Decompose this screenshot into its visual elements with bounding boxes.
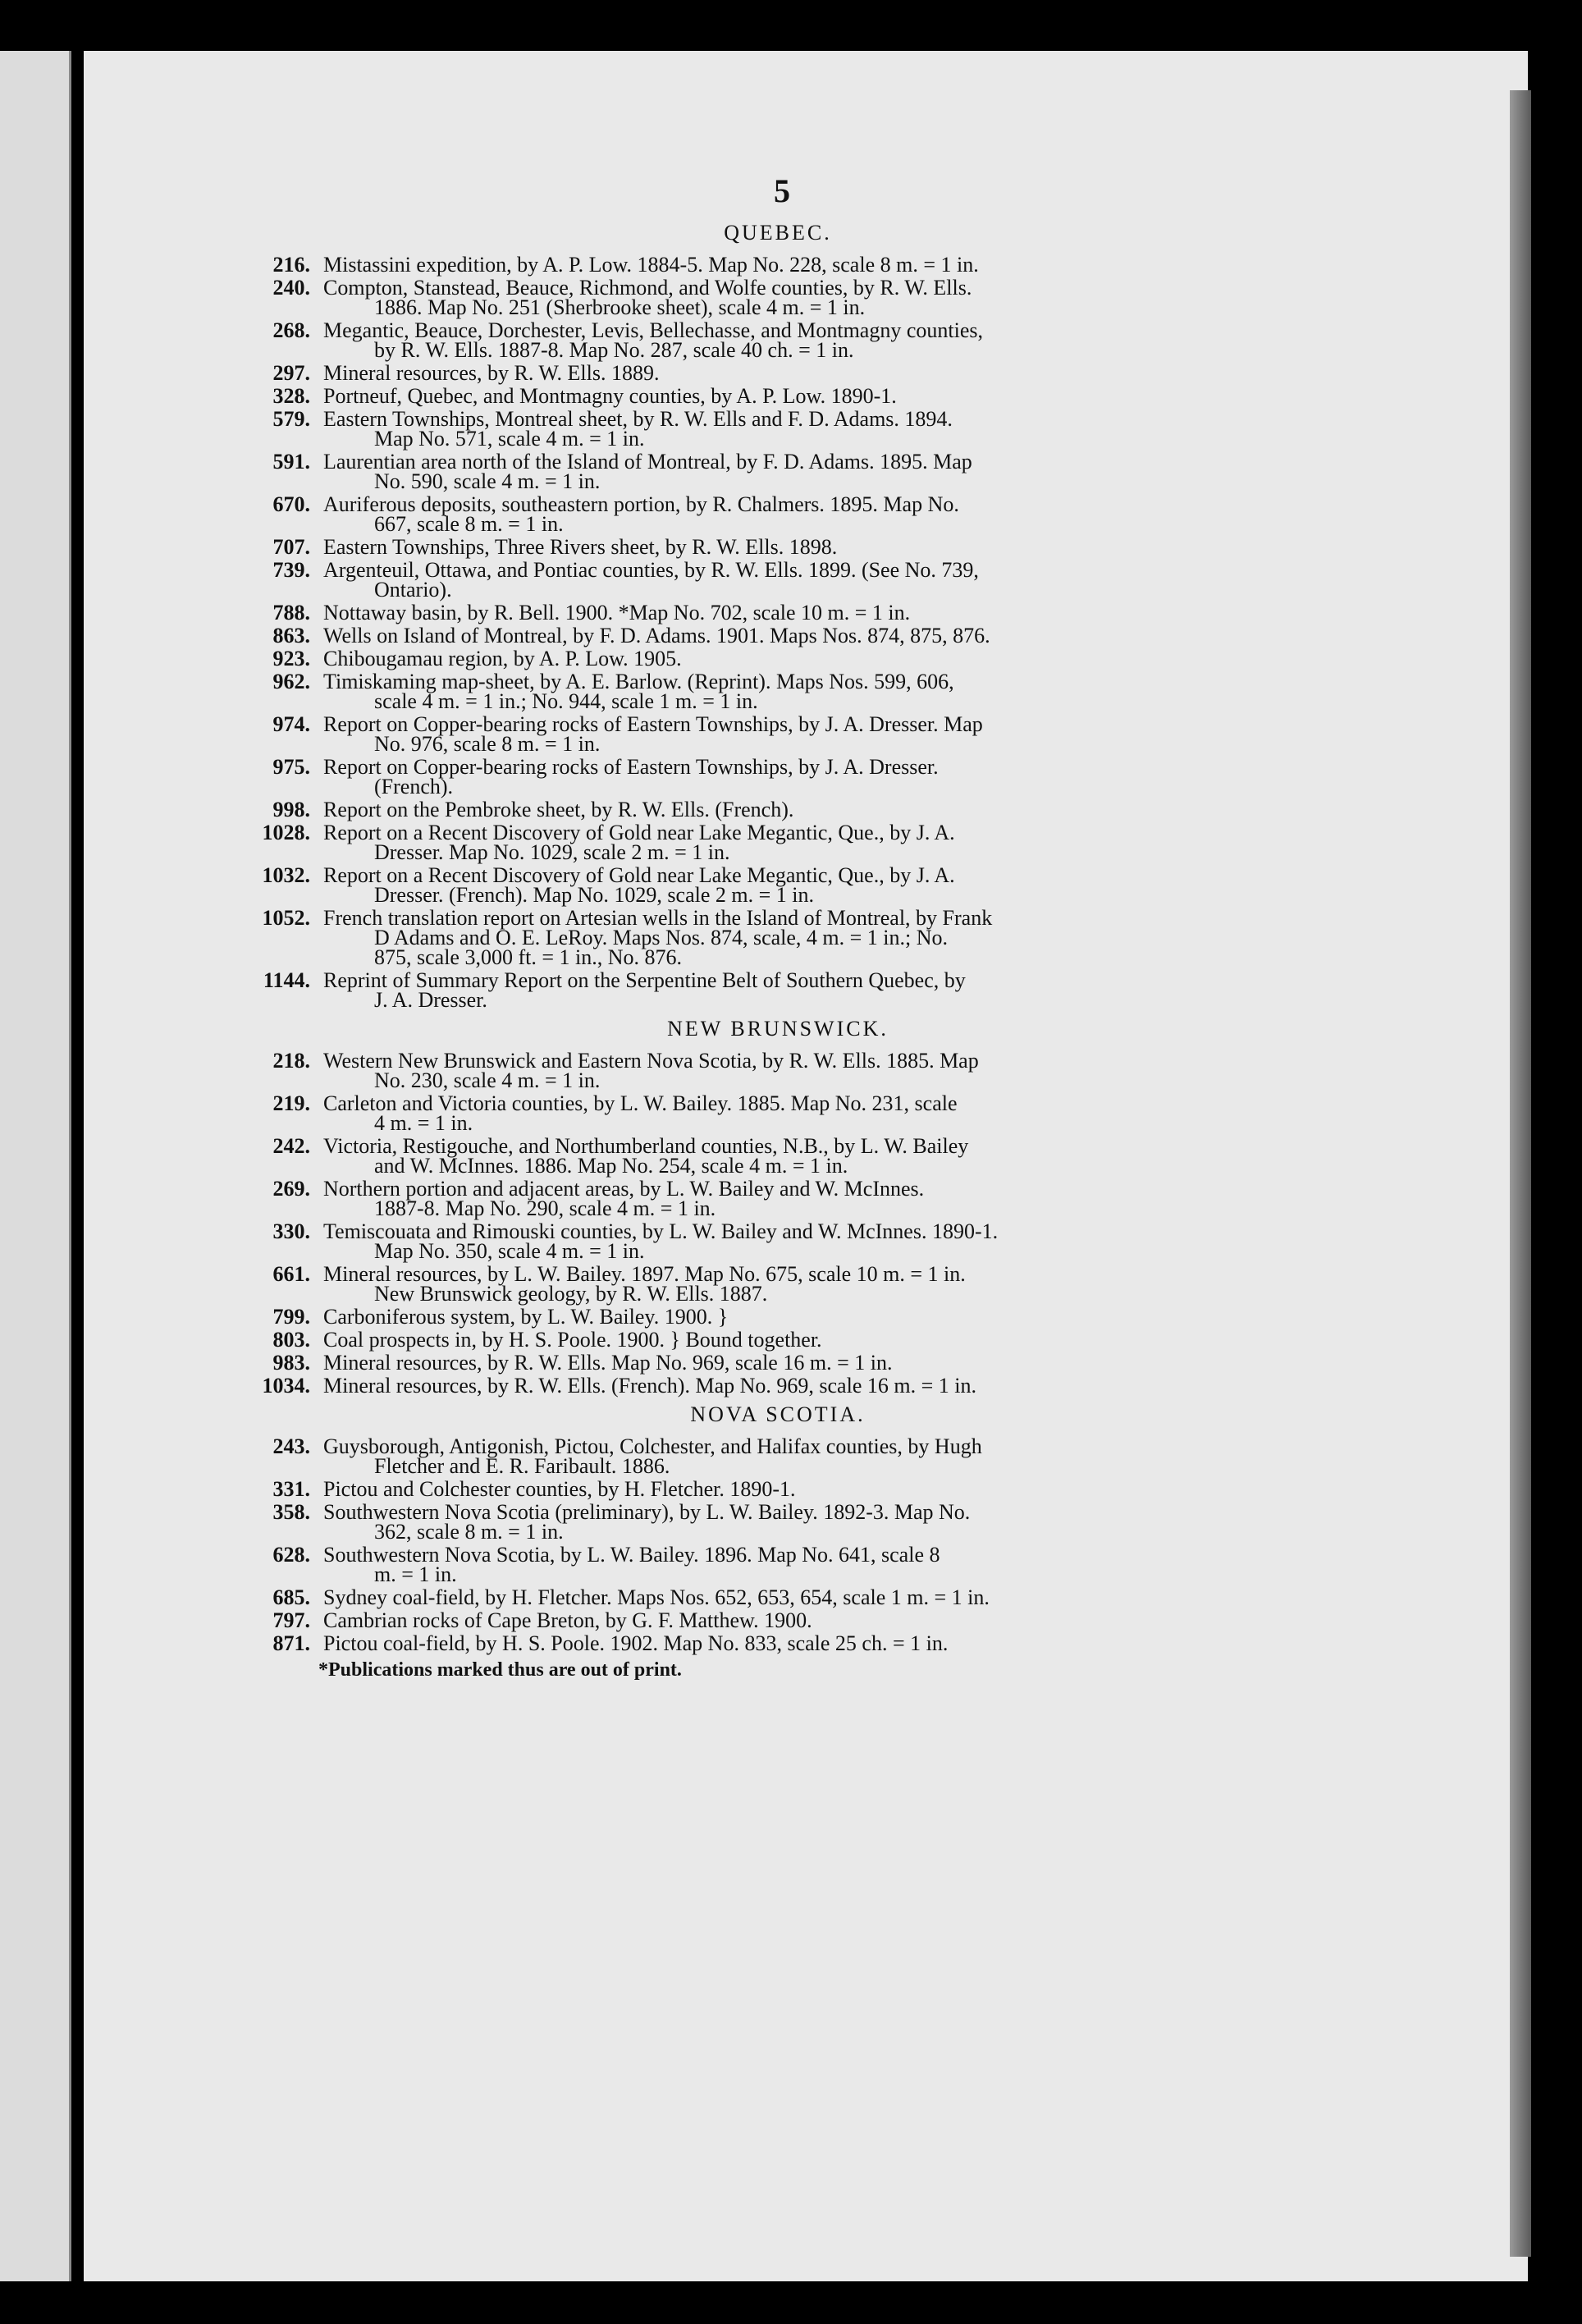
publication-entry [228, 1608, 1213, 1632]
publication-number: 591. [272, 450, 310, 473]
publication-description [323, 800, 1213, 820]
page-number: 5 [774, 172, 790, 209]
description-line: scale 4 m. = 1 in.; No. 944, scale 1 m. = 1 in. [374, 689, 758, 713]
description-line: Temiscouata and Rimouski counties, by L. W. Bailey and W. McInnes. 1890-1. [323, 1219, 999, 1243]
description-line: Southwestern Nova Scotia (preliminary), by L. W. Bailey. 1892-3. Map No. [323, 1500, 971, 1524]
description-line: Wells on Island of Montreal, by F. D. Adams. 1901. Maps Nos. 874, 875, 876. [323, 624, 990, 647]
publication-number: 707. [272, 535, 310, 559]
section-title: NEW BRUNSWICK. [667, 1017, 889, 1041]
publication-description [323, 452, 1213, 492]
description-line: Map No. 571, scale 4 m. = 1 in. [374, 427, 645, 451]
publication-entry [228, 1307, 1213, 1327]
publication-entry [228, 1477, 1213, 1501]
publication-description [323, 1307, 1213, 1327]
publication-description [323, 863, 1213, 907]
publication-description [323, 968, 1213, 1012]
description-line: Cambrian rocks of Cape Breton, by G. F. Matthew. 1900. [323, 1608, 812, 1632]
publication-number: 330. [272, 1219, 310, 1243]
publication-entry [228, 908, 1213, 968]
publication-entry [228, 672, 1213, 711]
description-line: Report on Copper-bearing rocks of Eastern Townships, by J. A. Dresser. [323, 755, 939, 779]
publication-number: 219. [272, 1091, 310, 1115]
description-line: 1887-8. Map No. 290, scale 4 m. = 1 in. [374, 1196, 716, 1220]
publication-description [323, 409, 1213, 449]
description-line: Mistassini expedition, by A. P. Low. 1884-5. Map No. 228, scale 8 m. = 1 in. [323, 253, 979, 277]
publication-entry [228, 1631, 1213, 1655]
publication-description [323, 649, 1213, 669]
footnote: *Publications marked thus are out of print. [318, 1659, 682, 1681]
publication-entry [228, 863, 1213, 907]
description-line: Map No. 350, scale 4 m. = 1 in. [374, 1239, 645, 1263]
publication-description [323, 1051, 1213, 1091]
description-line: Northern portion and adjacent areas, by L. W. Bailey and W. McInnes. [323, 1177, 925, 1201]
publication-description [323, 757, 1213, 797]
description-line: Victoria, Restigouche, and Northumberland counties, N.B., by L. W. Bailey [323, 1134, 969, 1158]
publication-number: 739. [272, 558, 310, 582]
publication-number: 358. [272, 1500, 310, 1524]
description-line: Southwestern Nova Scotia, by L. W. Bailey. 1896. Map No. 641, scale 8 [323, 1543, 940, 1567]
publication-description [323, 603, 1213, 623]
publication-description [323, 384, 1213, 408]
description-line: by R. W. Ells. 1887-8. Map No. 287, scale 40 ch. = 1 in. [374, 338, 854, 362]
description-line: Sydney coal-field, by H. Fletcher. Maps Nos. 652, 653, 654, scale 1 m. = 1 in. [323, 1585, 990, 1609]
publication-description [323, 1330, 1213, 1350]
description-line: Dresser. Map No. 1029, scale 2 m. = 1 in. [374, 840, 730, 864]
publication-number: 799. [272, 1305, 310, 1329]
description-line: Eastern Townships, Montreal sheet, by R. W. Ells and F. D. Adams. 1894. [323, 407, 953, 431]
publication-number: 297. [272, 361, 310, 385]
description-line: New Brunswick geology, by R. W. Ells. 1887. [374, 1282, 768, 1306]
publication-number: 974. [272, 712, 310, 736]
publication-number: 328. [272, 384, 310, 408]
description-line: Eastern Townships, Three Rivers sheet, by R. W. Ells. 1898. [323, 535, 838, 559]
description-line: Portneuf, Quebec, and Montmagny counties, by A. P. Low. 1890-1. [323, 384, 897, 408]
description-line: D Adams and O. E. LeRoy. Maps Nos. 874, scale, 4 m. = 1 in.; No. [374, 926, 949, 949]
publication-entry [228, 1585, 1213, 1609]
publication-number: 218. [272, 1049, 310, 1073]
publication-entry [228, 1353, 1213, 1373]
description-line: m. = 1 in. [374, 1562, 457, 1586]
publication-number: 1052. [262, 906, 310, 930]
description-line: Report on Copper-bearing rocks of Eastern Townships, by J. A. Dresser. Map [323, 712, 983, 736]
publication-entry [228, 255, 1213, 275]
description-line: Guysborough, Antigonish, Pictou, Colchester, and Halifax counties, by Hugh [323, 1434, 982, 1458]
publication-number: 1034. [262, 1374, 310, 1398]
publication-entry [228, 626, 1213, 646]
section-title: NOVA SCOTIA. [690, 1402, 866, 1426]
description-line: Auriferous deposits, southeastern portion, by R. Chalmers. 1895. Map No. [323, 492, 959, 516]
publication-entry [228, 535, 1213, 559]
publication-number: 628. [272, 1543, 310, 1567]
publication-entry [228, 1330, 1213, 1350]
publication-number: 269. [272, 1177, 310, 1201]
sections [228, 221, 1213, 1654]
publication-number: 579. [272, 407, 310, 431]
section [228, 1017, 1213, 1396]
description-line: Report on a Recent Discovery of Gold near Lake Megantic, Que., by J. A. [323, 821, 955, 844]
description-line: Megantic, Beauce, Dorchester, Levis, Bellechasse, and Montmagny counties, [323, 318, 983, 342]
page-content [228, 168, 1213, 1680]
description-line: Report on a Recent Discovery of Gold near Lake Megantic, Que., by J. A. [323, 863, 955, 887]
description-line: 1886. Map No. 251 (Sherbrooke sheet), scale 4 m. = 1 in. [374, 295, 866, 319]
publication-description [323, 908, 1213, 968]
publication-number: 975. [272, 755, 310, 779]
publication-description [323, 1179, 1213, 1219]
publication-number: 670. [272, 492, 310, 516]
publication-description [323, 361, 1213, 385]
publication-entry [228, 492, 1213, 536]
publication-entry [228, 757, 1213, 797]
publication-number: 788. [272, 601, 310, 624]
page-edge-shadow [1510, 90, 1531, 2257]
publication-entry [228, 1134, 1213, 1178]
publication-entry [228, 361, 1213, 385]
description-line: 362, scale 8 m. = 1 in. [374, 1520, 564, 1544]
description-line: J. A. Dresser. [374, 988, 487, 1012]
publication-description [323, 1608, 1213, 1632]
publication-description [323, 1631, 1213, 1655]
description-line: Dresser. (French). Map No. 1029, scale 2 m. = 1 in. [374, 883, 814, 907]
publication-number: 331. [272, 1477, 310, 1501]
publication-description [323, 1585, 1213, 1609]
publication-number: 240. [272, 276, 310, 300]
publication-number: 803. [272, 1328, 310, 1352]
publication-description [323, 1434, 1213, 1478]
description-line: 4 m. = 1 in. [374, 1111, 473, 1135]
publication-number: 216. [272, 253, 310, 277]
description-line: Carleton and Victoria counties, by L. W. Bailey. 1885. Map No. 231, scale [323, 1091, 958, 1115]
description-line: (French). [374, 775, 454, 798]
publication-entry [228, 712, 1213, 756]
description-line: No. 976, scale 8 m. = 1 in. [374, 732, 601, 756]
publication-number: 983. [272, 1351, 310, 1375]
publication-entry [228, 649, 1213, 669]
publication-number: 685. [272, 1585, 310, 1609]
publication-description [323, 1545, 1213, 1585]
publication-entry [228, 800, 1213, 820]
description-line: Mineral resources, by R. W. Ells. 1889. [323, 361, 660, 385]
description-line: Argenteuil, Ottawa, and Pontiac counties, by R. W. Ells. 1899. (See No. 739, [323, 558, 979, 582]
section [228, 221, 1213, 1010]
description-line: Mineral resources, by R. W. Ells. Map No. 969, scale 16 m. = 1 in. [323, 1351, 893, 1375]
publication-description [323, 1091, 1213, 1135]
publication-number: 962. [272, 670, 310, 693]
description-line: Western New Brunswick and Eastern Nova Scotia, by R. W. Ells. 1885. Map [323, 1049, 979, 1073]
publication-entry [228, 1091, 1213, 1135]
publication-description [323, 1219, 1213, 1263]
publication-entry [228, 1179, 1213, 1219]
publication-entry [228, 1500, 1213, 1544]
description-line: Timiskaming map-sheet, by A. E. Barlow. (Reprint). Maps Nos. 599, 606, [323, 670, 954, 693]
publication-entry [228, 1376, 1213, 1396]
description-line: 667, scale 8 m. = 1 in. [374, 512, 564, 536]
publication-entry [228, 1051, 1213, 1091]
publication-number: 797. [272, 1608, 310, 1632]
description-line: and W. McInnes. 1886. Map No. 254, scale 4 m. = 1 in. [374, 1154, 848, 1178]
description-line: Report on the Pembroke sheet, by R. W. Ells. (French). [323, 798, 794, 821]
publication-number: 923. [272, 647, 310, 670]
description-line: Mineral resources, by L. W. Bailey. 1897. Map No. 675, scale 10 m. = 1 in. [323, 1262, 966, 1286]
description-line: 875, scale 3,000 ft. = 1 in., No. 876. [374, 945, 683, 969]
publication-description [323, 823, 1213, 862]
publication-entry [228, 1434, 1213, 1478]
description-line: Carboniferous system, by L. W. Bailey. 1900. } [323, 1305, 729, 1329]
description-line: Ontario). [374, 578, 452, 602]
publication-description [323, 626, 1213, 646]
publication-entry [228, 1219, 1213, 1263]
description-line: Fletcher and E. R. Faribault. 1886. [374, 1454, 670, 1478]
description-line: Pictou coal-field, by H. S. Poole. 1902. Map No. 833, scale 25 ch. = 1 in. [323, 1631, 949, 1655]
description-line: No. 230, scale 4 m. = 1 in. [374, 1068, 601, 1092]
publication-description [323, 1376, 1213, 1396]
publication-entry [228, 823, 1213, 862]
publication-description [323, 318, 1213, 362]
publication-entry [228, 560, 1213, 600]
section-title: QUEBEC. [724, 221, 832, 245]
publication-entry [228, 278, 1213, 318]
publication-entry [228, 603, 1213, 623]
publication-description [323, 1477, 1213, 1501]
adjacent-page-edge [0, 51, 71, 2281]
publication-description [323, 560, 1213, 600]
publication-number: 242. [272, 1134, 310, 1158]
publication-description [323, 255, 1213, 275]
publication-number: 871. [272, 1631, 310, 1655]
description-line: Pictou and Colchester counties, by H. Fletcher. 1890-1. [323, 1477, 796, 1501]
description-line: No. 590, scale 4 m. = 1 in. [374, 469, 601, 493]
publication-description [323, 1262, 1213, 1306]
publication-number: 243. [272, 1434, 310, 1458]
publication-entry [228, 409, 1213, 449]
description-line: Reprint of Summary Report on the Serpentine Belt of Southern Quebec, by [323, 968, 966, 992]
description-line: Chibougamau region, by A. P. Low. 1905. [323, 647, 682, 670]
description-line: Compton, Stanstead, Beauce, Richmond, and Wolfe counties, by R. W. Ells. [323, 276, 972, 300]
description-line: Laurentian area north of the Island of Montreal, by F. D. Adams. 1895. Map [323, 450, 972, 473]
publication-number: 661. [272, 1262, 310, 1286]
section [228, 1402, 1213, 1654]
description-line: Nottaway basin, by R. Bell. 1900. *Map No. 702, scale 10 m. = 1 in. [323, 601, 911, 624]
publication-description [323, 712, 1213, 756]
description-line: French translation report on Artesian wells in the Island of Montreal, by Frank [323, 906, 993, 930]
publication-number: 1028. [262, 821, 310, 844]
publication-entry [228, 1262, 1213, 1306]
description-line: Mineral resources, by R. W. Ells. (French). Map No. 969, scale 16 m. = 1 in. [323, 1374, 976, 1398]
publication-description [323, 535, 1213, 559]
publication-entry [228, 384, 1213, 408]
publication-number: 1144. [263, 968, 310, 992]
publication-description [323, 1353, 1213, 1373]
publication-description [323, 1134, 1213, 1178]
publication-description [323, 1500, 1213, 1544]
publication-description [323, 492, 1213, 536]
publication-description [323, 278, 1213, 318]
publication-number: 268. [272, 318, 310, 342]
publication-number: 863. [272, 624, 310, 647]
publication-entry [228, 1545, 1213, 1585]
publication-number: 998. [272, 798, 310, 821]
description-line: Coal prospects in, by H. S. Poole. 1900. } Bound together. [323, 1328, 822, 1352]
publication-entry [228, 968, 1213, 1012]
publication-number: 1032. [262, 863, 310, 887]
publication-description [323, 672, 1213, 711]
publication-entry [228, 452, 1213, 492]
publication-entry [228, 318, 1213, 362]
